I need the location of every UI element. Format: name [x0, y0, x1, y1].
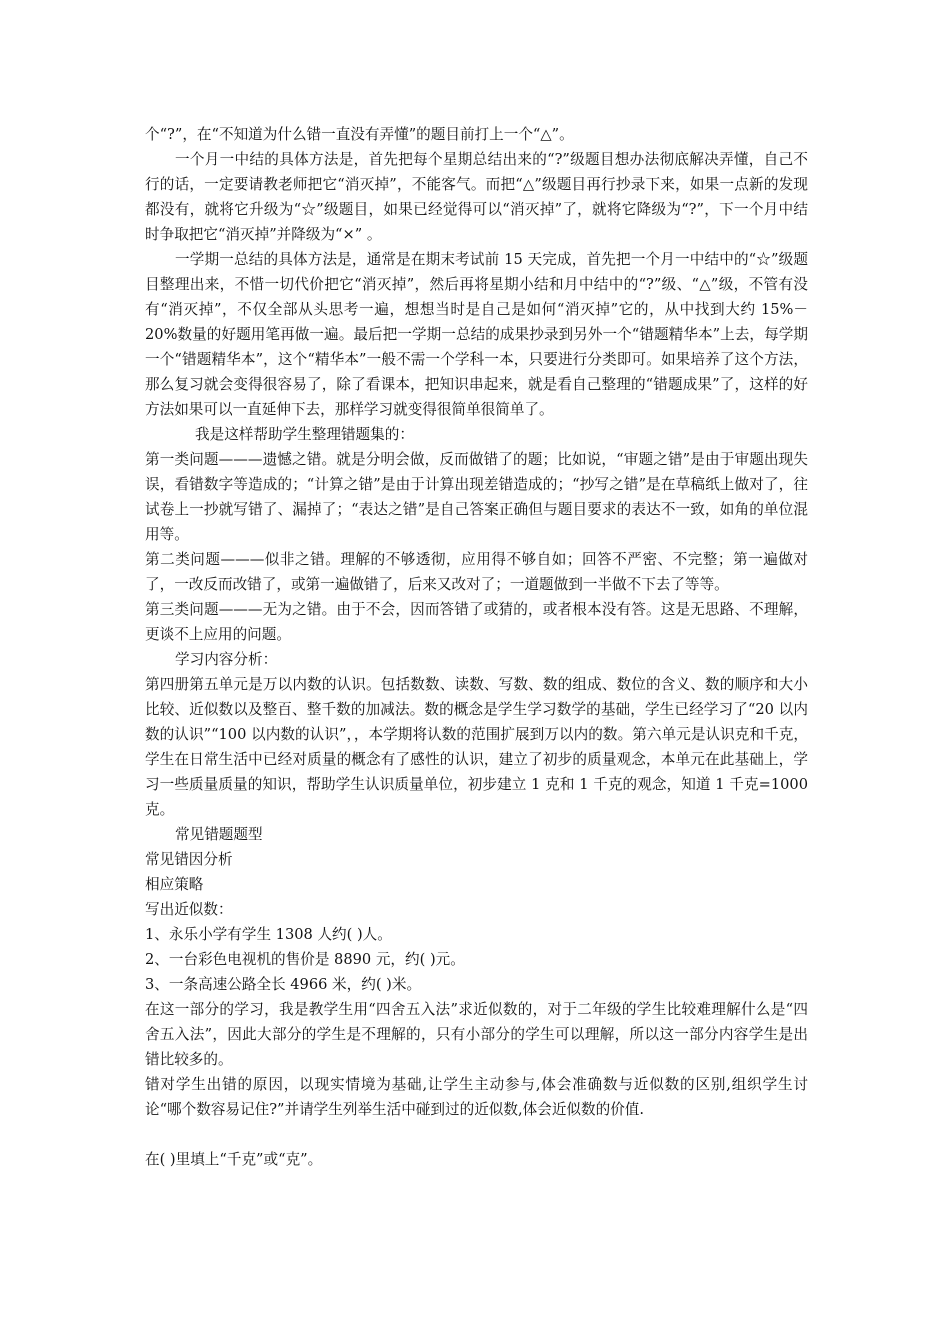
paragraph-how-i-help: 我是这样帮助学生整理错题集的： — [195, 426, 414, 443]
paragraph-category-one: 第一类问题———遗憾之错。就是分明会做，反而做错了的题；比如说，“审题之错”是由于审题出现失误，看错数字等造成的；“计算之错”是由于计算出现差错造成的；“抄写之错”是在草稿纸上做对了，往试卷上一抄就写错了、漏掉了；“表达之错”是自己答案正确但与题目要求的表达不一致，如角的单位混用等。 — [145, 451, 808, 543]
heading-error-cause-analysis: 常见错因分析 — [145, 851, 233, 868]
paragraph-semester-summary: 一学期一总结的具体方法是，通常是在期末考试前 15 天完成，首先把一个月一中结中的“☆”级题目整理出来，不惜一切代价把它“消灭掉”，然后再将星期小结和月中结中的“?”级、“△”级，不管有没有“消灭掉”，不仅全部从头思考一遍，想想当时是自己是如何“消灭掉”它的，从中找到大约 15%－20%数量的好题用笔再做一遍。最后把一学期一总结的成果抄录到另外一个“错题精华本”上去，每学期一个“错题精华本”，这个“精华本”一般不需一个学科一本，只要进行分类即可。如果培养了这个方法，那么复习就会变得很容易了，除了看课本，把知识串起来，就是看自己整理的“错题成果”了，这样的好方法如果可以一直延伸下去，那样学习就变得很简单很简单了。 — [145, 251, 808, 418]
paragraph-category-two: 第二类问题———似非之错。理解的不够透彻，应用得不够自如；回答不严密、不完整；第一遍做对了，一改反而改错了，或第一遍做错了，后来又改对了；一道题做到一半做不下去了等等。 — [145, 551, 808, 593]
heading-write-approx: 写出近似数： — [145, 901, 233, 918]
exercise-fill-unit: 在( )里填上“千克”或“克”。 — [145, 1151, 323, 1168]
paragraph-monthly-summary: 一个月一中结的具体方法是，首先把每个星期总结出来的“?”级题目想办法彻底解决弄懂，自己不行的话，一定要请教老师把它“消灭掉”，不能客气。而把“△”级题目再行抄录下来，如果一点新的发现都没有，就将它升级为“☆”级题目，如果已经觉得可以“消灭掉”了，就将它降级为“?”，下一个月中结时争取把它“消灭掉”并降级为“×” 。 — [145, 151, 808, 243]
exercise-item-3: 3、一条高速公路全长 4966 米，约( )米。 — [145, 976, 422, 993]
exercise-item-2: 2、一台彩色电视机的售价是 8890 元，约( )元。 — [145, 951, 465, 968]
heading-strategy: 相应策略 — [145, 876, 204, 893]
blank-line — [145, 1122, 808, 1147]
heading-common-error-types: 常见错题题型 — [175, 826, 263, 843]
paragraph-unit-analysis: 第四册第五单元是万以内数的认识。包括数数、读数、写数、数的组成、数位的含义、数的顺序和大小比较、近似数以及整百、整千数的加减法。数的概念是学生学习数学的基础，学生已经学习了“20 以内数的认识”“100 以内数的认识”，，本学期将认数的范围扩展到万以内的数。第六单元是认识克和千克，学生在日常生活中已经对质量的概念有了感性的认识，建立了初步的质量观念，本单元在此基础上，学习一些质量质量的知识，帮助学生认识质量单位，初步建立 1 克和 1 千克的观念，知道 1 千克=1000 克。 — [145, 676, 808, 818]
exercise-item-1: 1、永乐小学有学生 1308 人约( )人。 — [145, 926, 392, 943]
paragraph-category-three: 第三类问题———无为之错。由于不会，因而答错了或猜的，或者根本没有答。这是无思路、不理解，更谈不上应用的问题。 — [145, 601, 808, 643]
paragraph-question-mark-intro: 个“?”，在“不知道为什么错一直没有弄懂”的题目前打上一个“△”。 — [145, 126, 574, 143]
heading-content-analysis: 学习内容分析： — [175, 651, 278, 668]
paragraph-teaching-approach: 错对学生出错的原因，以现实情境为基础,让学生主动参与,体会准确数与近似数的区别,组织学生讨论“哪个数容易记住?”并请学生列举生活中碰到过的近似数,体会近似数的价值. — [145, 1076, 808, 1118]
document-body — [145, 122, 808, 1172]
paragraph-rounding-difficulty: 在这一部分的学习，我是教学生用“四舍五入法”求近似数的，对于二年级的学生比较难理解什么是“四舍五入法”，因此大部分的学生是不理解的，只有小部分的学生可以理解，所以这一部分内容学生是出错比较多的。 — [145, 1001, 808, 1068]
